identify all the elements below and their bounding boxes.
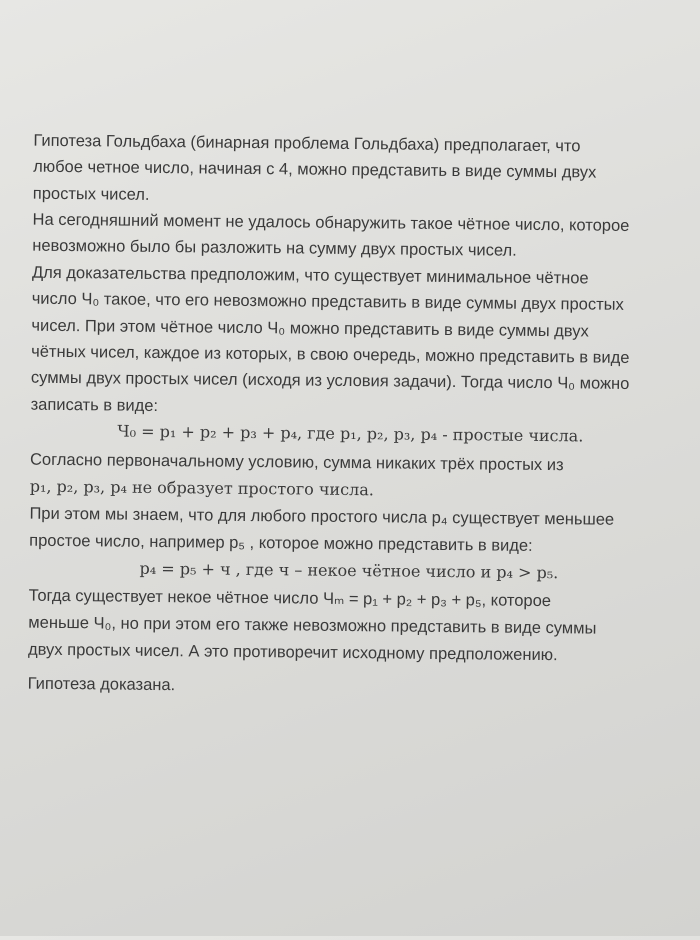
text-line: двух простых чисел. А это противоречит исходному предположению. — [27, 640, 558, 665]
text-line: Гипотеза Гольдбаха (бинарная проблема Гольдбаха) предполагает, что — [33, 131, 581, 156]
text-line: записать в виде: — [30, 395, 159, 415]
formula-inline-line: p₁, p₂, p₃, p₄ не образует простого числа. — [29, 476, 374, 500]
text-line: простых чисел. — [32, 184, 150, 204]
formula-line: Ч₀ = p₁ + p₂ + p₃ + p₄, где p₁, p₂, p₃, p₄ - простые числа. — [117, 421, 584, 446]
conclusion-line: Гипотеза доказана. — [27, 674, 176, 695]
text-line: При этом мы знаем, что для любого простого числа p₄ существует меньшее — [29, 504, 615, 529]
text-line: Тогда существует некое чётное число Чₘ = p₁ + p₂ + p₃ + p₅, которое — [28, 586, 552, 611]
text-line: меньше Ч₀, но при этом его также невозможно представить в виде суммы — [28, 613, 597, 638]
text-line: невозможно было бы разложить на сумму двух простых чисел. — [32, 236, 517, 260]
text-line: чисел. При этом чётное число Ч₀ можно представить в виде суммы двух — [31, 316, 589, 341]
formula-line: p₄ = p₅ + ч , где ч – некое чётное число и p₄ > p₅. — [139, 558, 559, 583]
text-line: чётных чисел, каждое из которых, в свою очередь, можно представить в виде — [31, 342, 630, 367]
text-line: Для доказательства предположим, что существует минимальное чётное — [31, 263, 589, 288]
text-line: На сегодняшний момент не удалось обнаружить такое чётное число, которое — [32, 210, 630, 235]
text-line: простое число, например p₅ , которое можно представить в виде: — [29, 531, 533, 555]
text-line: Согласно первоначальному условию, сумма никаких трёх простых из — [29, 450, 564, 475]
text-line: число Ч₀ такое, что его невозможно представить в виде суммы двух простых — [31, 289, 624, 314]
text-line: суммы двух простых чисел (исходя из условия задачи). Тогда число Ч₀ можно — [30, 368, 630, 393]
text-line: любое четное число, начиная с 4, можно представить в виде суммы двух — [33, 157, 597, 182]
